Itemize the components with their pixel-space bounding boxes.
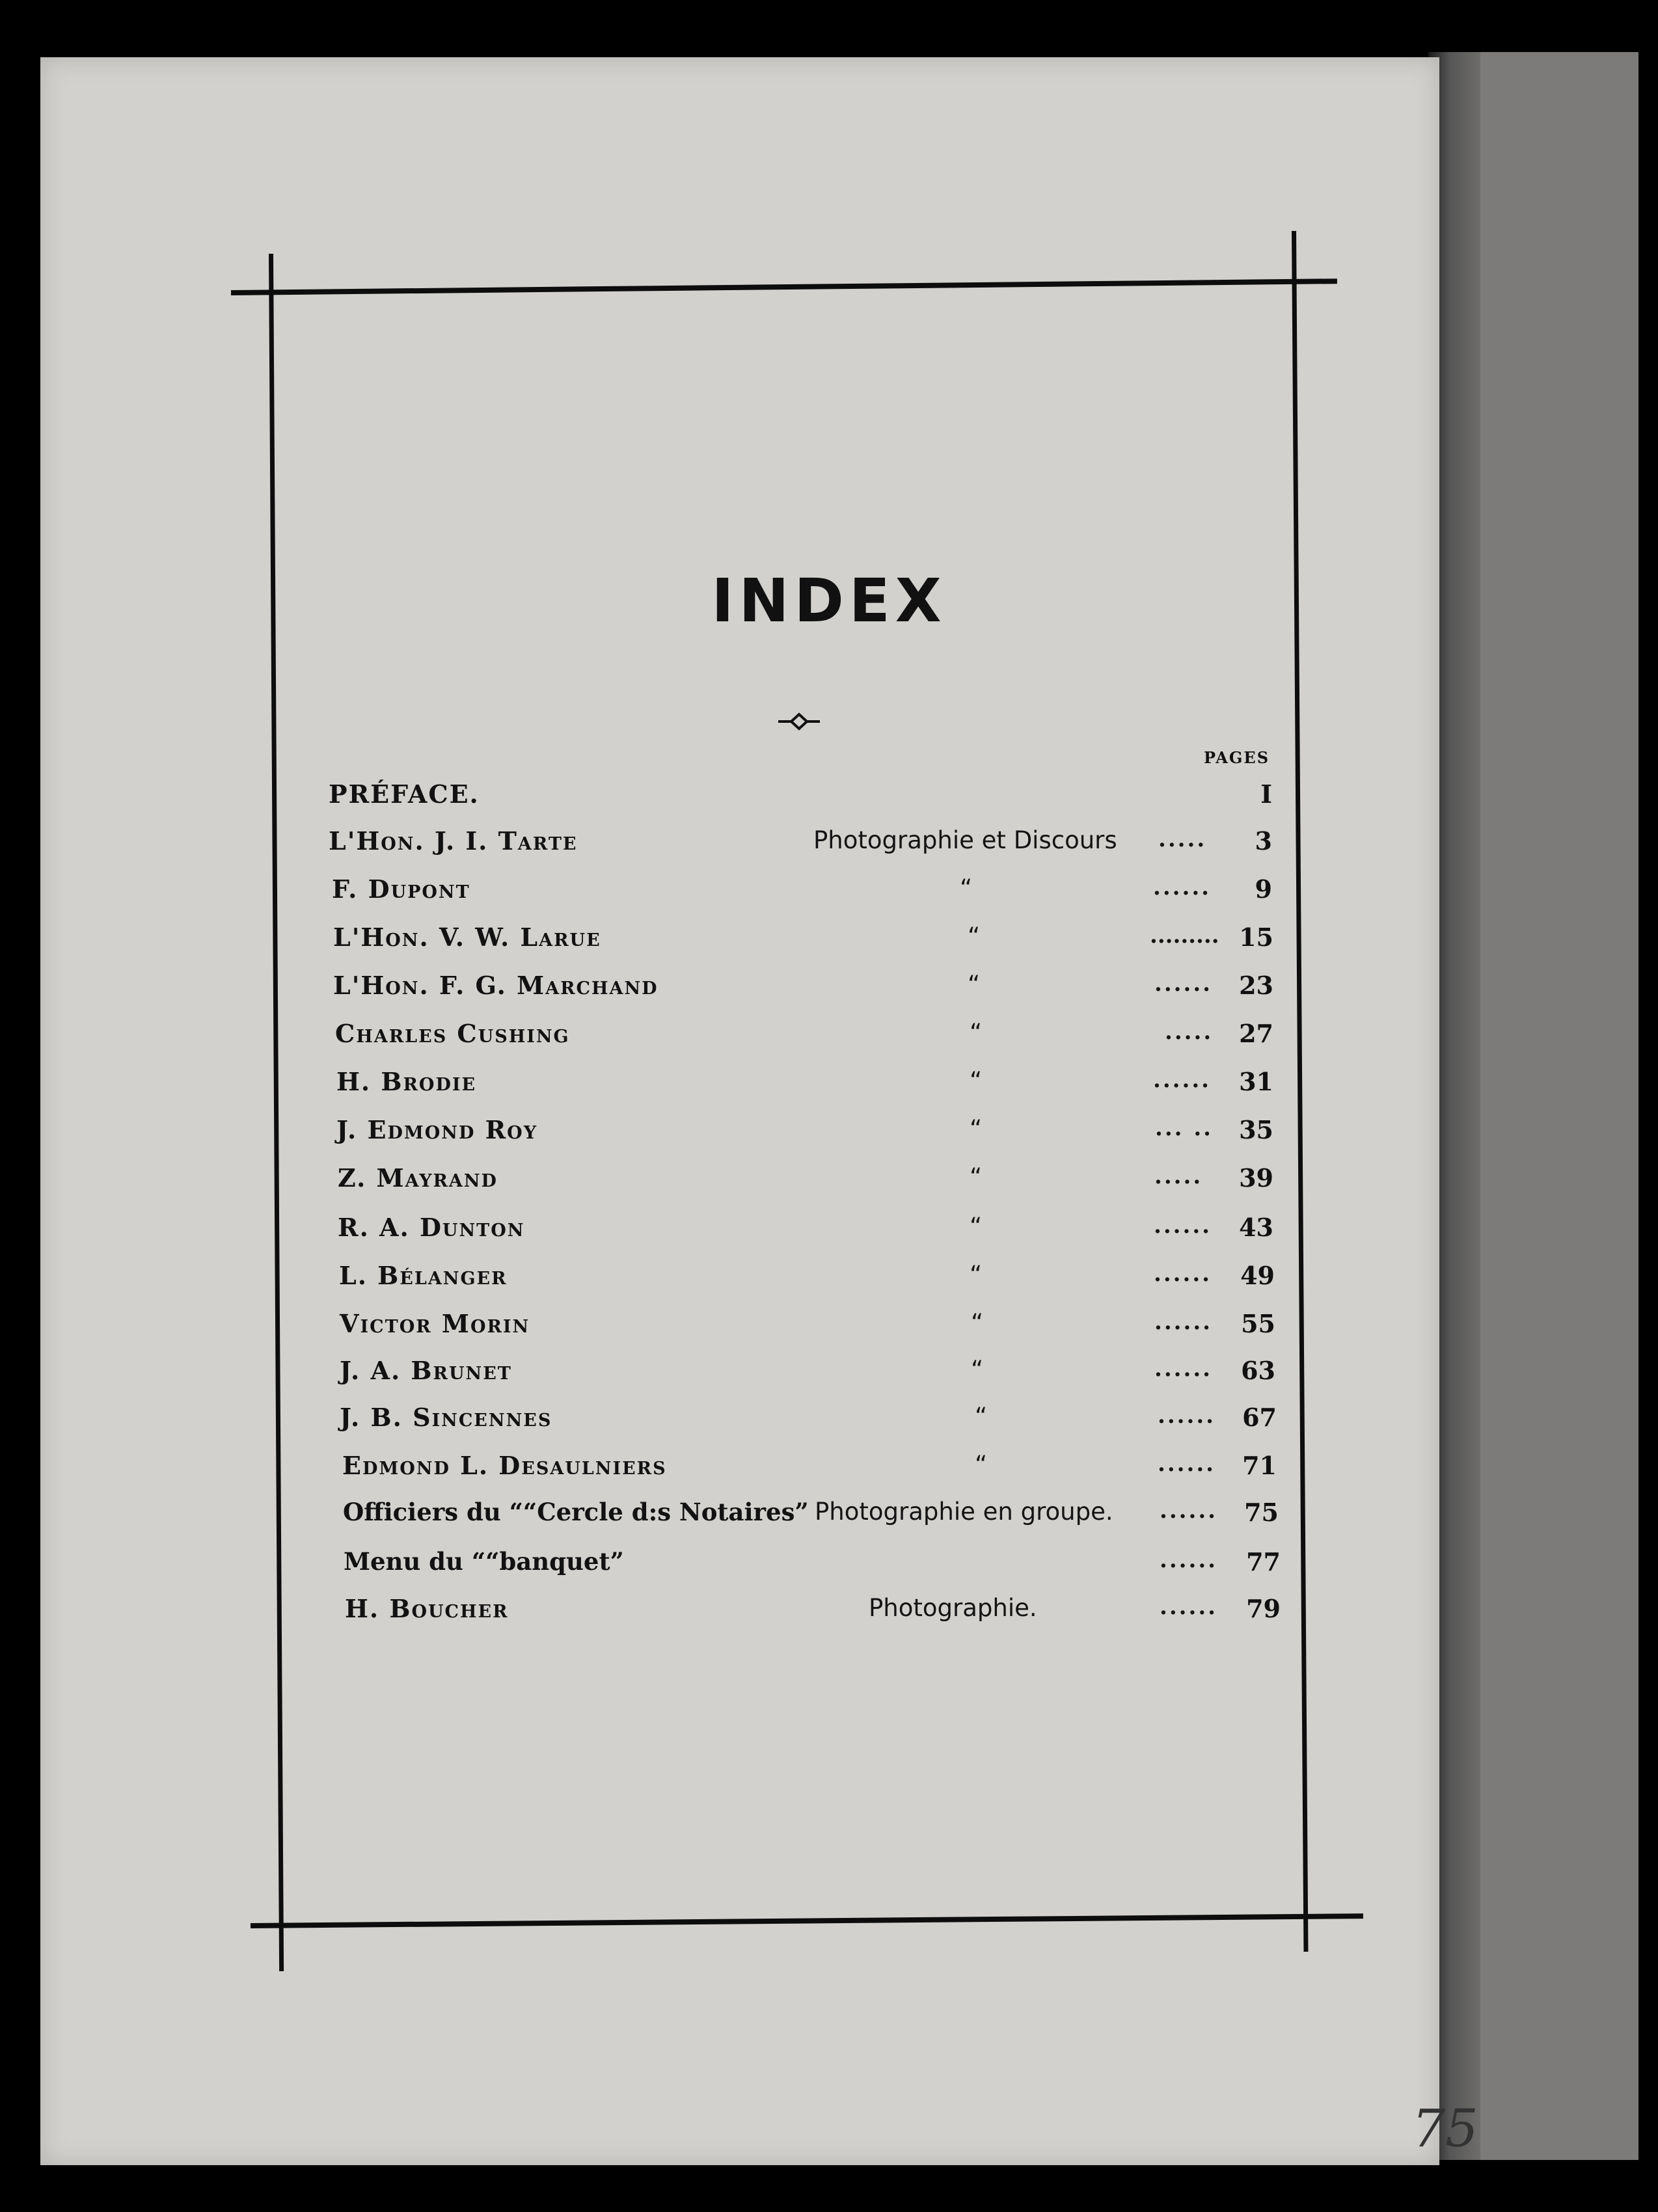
- entry-page: 23: [1239, 971, 1273, 1000]
- index-entry: [345, 1594, 1308, 1633]
- entry-name: L'Hon. F. G. Marchand: [333, 971, 659, 1000]
- index-entry: [343, 1498, 1306, 1537]
- entry-name: Z. Mayrand: [338, 1163, 498, 1193]
- entry-description: “: [971, 1356, 984, 1384]
- entry-name: Officiers du ““Cercle d:s Notaires”: [343, 1498, 809, 1526]
- entry-description: “: [975, 1451, 988, 1479]
- entry-page: 27: [1239, 1019, 1273, 1048]
- entry-page: 77: [1246, 1547, 1281, 1576]
- entry-description: “: [970, 1067, 983, 1095]
- entry-leader-dots: .....: [1158, 826, 1207, 852]
- index-entry: [335, 1019, 1298, 1058]
- entry-page: 49: [1240, 1261, 1275, 1290]
- entry-page: 31: [1239, 1067, 1273, 1096]
- entry-leader-dots: ......: [1154, 1356, 1213, 1382]
- entry-description: “: [970, 1115, 983, 1143]
- entry-name: H. Brodie: [336, 1067, 477, 1096]
- index-entry: [329, 826, 1292, 865]
- entry-description: “: [968, 923, 981, 951]
- entry-description: “: [968, 971, 981, 999]
- entry-page: 55: [1241, 1309, 1275, 1338]
- index-entry: [342, 1451, 1305, 1490]
- handwritten-page-number: 75: [1412, 2098, 1478, 2159]
- entry-description: Photographie en groupe.: [815, 1498, 1113, 1526]
- index-entry: [344, 1547, 1307, 1586]
- index-title: INDEX: [711, 566, 947, 636]
- entry-leader-dots: ......: [1160, 1498, 1218, 1524]
- entry-leader-dots: .........: [1150, 923, 1219, 949]
- entry-name: J. A. Brunet: [340, 1356, 512, 1385]
- entry-page: 3: [1255, 826, 1272, 856]
- entry-description: “: [970, 1163, 983, 1191]
- index-entry: [333, 971, 1296, 1010]
- entry-leader-dots: .....: [1154, 1163, 1203, 1189]
- entry-page: 43: [1239, 1213, 1273, 1242]
- entry-name: J. Edmond Roy: [336, 1115, 537, 1144]
- entry-leader-dots: .....: [1165, 1019, 1214, 1045]
- entry-description: “: [970, 1261, 983, 1289]
- index-entry: [340, 1356, 1303, 1395]
- index-entry: [340, 1403, 1303, 1442]
- entry-page: 79: [1246, 1594, 1281, 1623]
- entry-leader-dots: ......: [1160, 1594, 1218, 1620]
- entry-name: R. A. Dunton: [338, 1213, 525, 1242]
- entry-name: J. B. Sincennes: [340, 1403, 552, 1432]
- entry-page: 39: [1239, 1163, 1273, 1193]
- entry-name: Edmond L. Desaulniers: [342, 1451, 667, 1480]
- index-entry: [336, 1067, 1299, 1106]
- entry-leader-dots: ......: [1158, 1451, 1216, 1477]
- entry-leader-dots: ......: [1153, 874, 1212, 900]
- index-entry: [333, 923, 1296, 962]
- entry-name: F. Dupont: [332, 874, 470, 904]
- entry-description: “: [975, 1403, 988, 1431]
- entry-page: 67: [1242, 1403, 1277, 1432]
- entry-name: Victor Morin: [340, 1309, 530, 1338]
- index-entry: [336, 1115, 1299, 1154]
- entry-page: 9: [1255, 874, 1272, 904]
- entry-name: Menu du ““banquet”: [344, 1547, 624, 1576]
- entry-leader-dots: ......: [1154, 1213, 1212, 1239]
- entry-leader-dots: ......: [1154, 971, 1213, 997]
- entry-page: 63: [1241, 1356, 1275, 1385]
- entry-name: L'Hon. J. I. Tarte: [329, 826, 578, 856]
- entry-leader-dots: ......: [1154, 1261, 1212, 1287]
- entry-name: PRÉFACE.: [329, 779, 480, 809]
- entry-description: Photographie et Discours: [813, 826, 1117, 854]
- entry-page: 35: [1239, 1115, 1273, 1144]
- entry-page: 71: [1242, 1451, 1277, 1480]
- entry-description: “: [971, 1309, 984, 1337]
- entry-description: “: [960, 874, 973, 902]
- entry-description: “: [970, 1019, 983, 1047]
- entry-name: H. Boucher: [345, 1594, 509, 1623]
- entry-page: 75: [1244, 1498, 1279, 1527]
- entry-leader-dots: ......: [1160, 1547, 1218, 1573]
- index-entry: [329, 779, 1292, 818]
- entry-leader-dots: ......: [1158, 1403, 1216, 1429]
- entry-page: 15: [1239, 923, 1273, 952]
- entry-description: “: [970, 1213, 983, 1241]
- entry-description: Photographie.: [869, 1594, 1037, 1622]
- entry-name: L'Hon. V. W. Larue: [333, 923, 601, 952]
- index-entry: [339, 1261, 1302, 1300]
- index-entry: [340, 1309, 1303, 1348]
- entry-leader-dots: ... ..: [1155, 1115, 1214, 1141]
- index-entry: [338, 1213, 1301, 1252]
- index-entry: [338, 1163, 1301, 1202]
- entry-leader-dots: ......: [1154, 1309, 1213, 1335]
- entry-name: Charles Cushing: [335, 1019, 570, 1048]
- index-entry: [332, 874, 1295, 913]
- entry-leader-dots: ......: [1153, 1067, 1212, 1093]
- pages-column-header: PAGES: [1204, 748, 1270, 767]
- entry-page: I: [1260, 779, 1272, 809]
- entry-name: L. Bélanger: [339, 1261, 508, 1290]
